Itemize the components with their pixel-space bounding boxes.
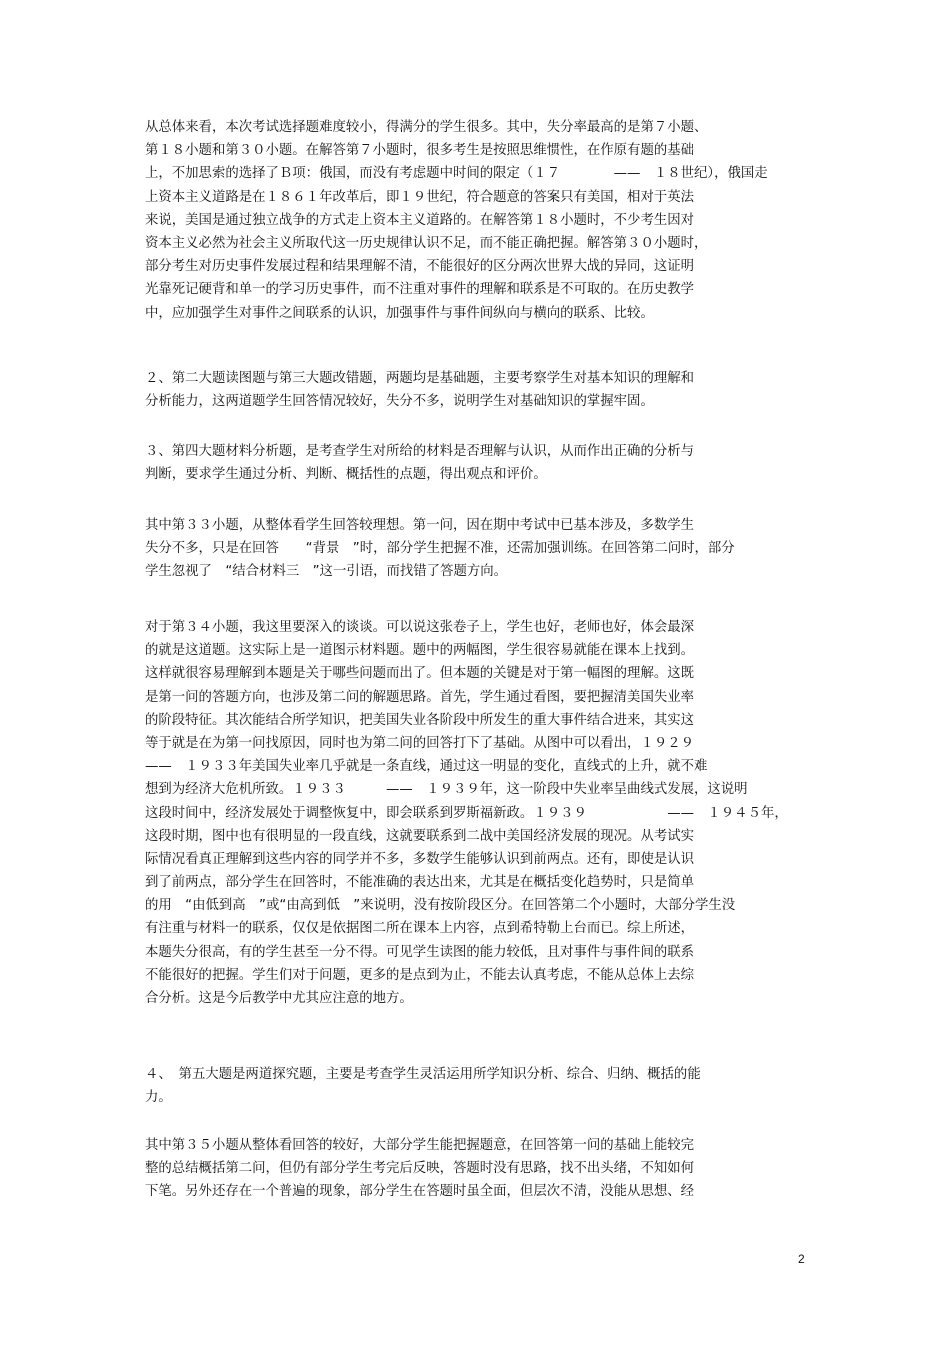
paragraph-1 [145,116,825,325]
text-line: —— １９３３年美国失业率几乎就是一条直线，通过这一明显的变化，直线式的上升，就不难 [145,759,708,775]
text-line: 来说，美国是通过独立战争的方式走上资本主义道路的。在解答第１８小题时，不少考生因对 [145,212,695,228]
text-line: ３、第四大题材料分析题，是考查学生对所给的材料是否理解与认识，从而作出正确的分析与 [145,444,695,459]
text-line: 本题失分很高，有的学生甚至一分不得。可见学生读图的能力较低，且对事件与事件间的联系 [145,944,695,960]
text-line: 中，应加强学生对事件之间联系的认识，加强事件与事件间纵向与横向的联系、比较。 [145,305,654,321]
text-line: 的阶段特征。其次能结合所学知识，把美国失业各阶段中所发生的重大事件结合进来，其实这 [145,712,695,728]
text-line: 从总体来看，本次考试选择题难度较小，得满分的学生很多。其中，失分率最高的是第７小题、 [145,120,708,135]
text-line: 的就是这道题。这实际上是一道图示材料题。题中的两幅图，学生很容易就能在课本上找到。 [145,643,695,659]
text-line: 这段时期，图中也有很明显的一段直线，这就要联系到二战中美国经济发展的现况。从考试实 [145,828,695,844]
text-line: 到了前两点，部分学生在回答时，不能准确的表达出来，尤其是在概括变化趋势时，只是简单 [145,875,695,891]
text-line: 的用 “由低到高 ”或“由高到低 ”来说明，没有按阶段区分。在回答第二个小题时，大部分学生没 [145,898,736,914]
text-line: 其中第３３小题，从整体看学生回答较理想。第一问，因在期中考试中已基本涉及，多数学生 [145,518,695,533]
page-number: 2 [798,1252,805,1266]
text-line: 判断，要求学生通过分析、判断、概括性的点题，得出观点和评价。 [145,467,547,483]
text-line: 是第一问的答题方向，也涉及第二问的解题思路。首先，学生通过看图，要把握清美国失业率 [145,689,695,705]
text-line: 学生忽视了 “结合材料三 ”这一引语，而找错了答题方向。 [145,564,508,580]
text-line: 部分考生对历史事件发展过程和结果理解不清，不能很好的区分两次世界大战的异同，这证明 [145,259,695,275]
paragraph-7 [145,1134,825,1204]
text-line: 有注重与材料一的联系，仅仅是依据图二所在课本上内容，点到希特勒上台而已。综上所述， [145,921,695,937]
text-line: 第１８小题和第３０小题。在解答第７小题时，很多考生是按照思维惯性，在作原有题的基础 [145,143,695,159]
text-line: 想到为经济大危机所致。１９３３ —— １９３９年，这一阶段中失业率呈曲线式发展，这说明 [145,782,748,798]
text-line: 整的总结概括第二问，但仍有部分学生考完后反映，答题时没有思路，找不出头绪，不知如何 [145,1161,695,1177]
paragraph-5 [145,616,825,1010]
text-line: 失分不多，只是在回答 “背景 ”时，部分学生把握不准，还需加强训练。在回答第二问时，部分 [145,541,735,557]
text-line: 下笔。另外还存在一个普遍的现象，部分学生在答题时虽全面，但层次不清，没能从思想、经 [145,1184,695,1200]
text-line: 分析能力，这两道题学生回答情况较好，失分不多，说明学生对基础知识的掌握牢固。 [145,394,654,410]
text-line: 等于就是在为第一问找原因，同时也为第二问的回答打下了基础。从图中可以看出，１９２９ [145,735,695,751]
text-line: 不能很好的把握。学生们对于问题，更多的是点到为止，不能去认真考虑，不能从总体上去综 [145,967,695,983]
text-line: 光靠死记硬背和单一的学习历史事件，而不注重对事件的理解和联系是不可取的。在历史教学 [145,282,695,298]
text-line: ２、第二大题读图题与第三大题改错题，两题均是基础题，主要考察学生对基本知识的理解和 [145,371,695,386]
text-line: 这段时间中，经济发展处于调整恢复中，即会联系到罗斯福新政。１９３９ —— １９４５年， [145,805,788,821]
text-line: 资本主义必然为社会主义所取代这一历史规律认识不足，而不能正确把握。解答第３０小题时， [145,235,708,251]
paragraph-3 [145,440,825,486]
text-line: 上资本主义道路是在１８６１年改革后，即１９世纪，符合题意的答案只有美国，相对于英法 [145,189,695,205]
paragraph-6 [145,1063,825,1109]
text-line: 对于第３４小题，我这里要深入的谈谈。可以说这张卷子上，学生也好，老师也好，体会最深 [145,620,695,635]
text-line: 合分析。这是今后教学中尤其应注意的地方。 [145,991,413,1006]
text-line: 其中第３５小题从整体看回答的较好，大部分学生能把握题意，在回答第一问的基础上能较完 [145,1138,695,1153]
text-line: 这样就很容易理解到本题是关于哪些问题而出了。但本题的关键是对于第一幅图的理解。这既 [145,666,695,682]
text-line: 际情况看真正理解到这些内容的同学并不多，多数学生能够认识到前两点。还有，即使是认识 [145,851,695,867]
paragraph-4 [145,514,825,584]
text-line: ４、 第五大题是两道探究题，主要是考查学生灵活运用所学知识分析、综合、归纳、概括的能 [145,1067,701,1082]
text-line: 力。 [145,1090,172,1106]
text-line: 上，不加思索的选择了Ｂ项：俄国，而没有考虑题中时间的限定（１７ —— １８世纪），俄国走 [145,166,768,182]
paragraph-2 [145,367,825,413]
